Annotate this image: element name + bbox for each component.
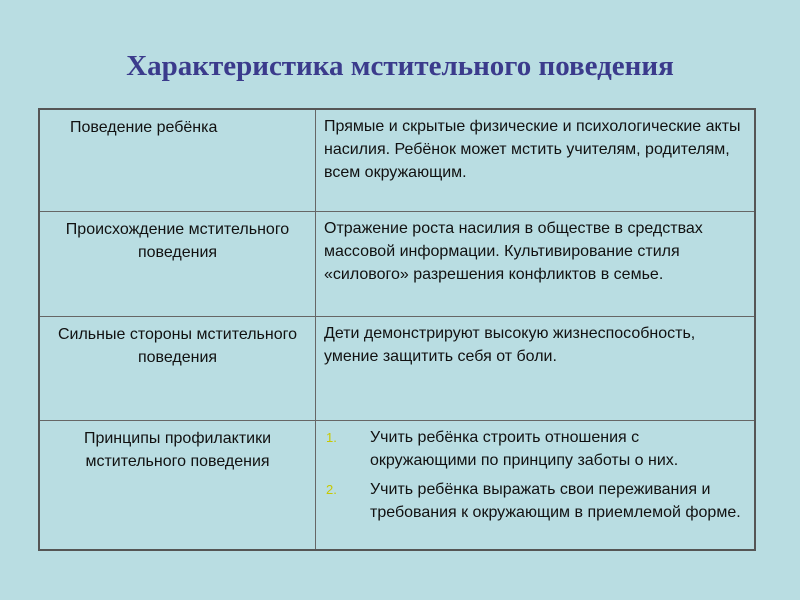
row-list-cell: [316, 420, 756, 550]
row-label: Сильные стороны мстительного поведения: [39, 316, 316, 420]
table-row: [39, 109, 755, 211]
list-item-text: Учить ребёнка выражать свои переживания и требования к окружающим в приемлемой форме.: [370, 480, 741, 521]
table-row: [39, 211, 755, 316]
row-text: Прямые и скрытые физические и психологические акты насилия. Ребёнок может мстить учителям, родителям, всем окружающим.: [316, 109, 756, 211]
table-row: [39, 420, 755, 550]
row-text: Дети демонстрируют высокую жизнеспособность, умение защитить себя от боли.: [316, 316, 756, 420]
list-item: [324, 478, 746, 524]
characteristics-table: [38, 108, 756, 551]
list-item: [324, 426, 746, 472]
row-label: Принципы профилактики мстительного поведения: [39, 420, 316, 550]
table-row: [39, 316, 755, 420]
principles-list: [324, 426, 746, 524]
list-item-text: Учить ребёнка строить отношения с окружающими по принципу заботы о них.: [370, 428, 679, 469]
row-text: Отражение роста насилия в обществе в средствах массовой информации. Культивирование стиля «силового» разрешения конфликтов в семье.: [316, 211, 756, 316]
row-label: Происхождение мстительного поведения: [39, 211, 316, 316]
row-label: Поведение ребёнка: [39, 109, 316, 211]
list-number: 1.: [326, 429, 337, 445]
list-number: 2.: [326, 481, 337, 497]
page-title: Характеристика мстительного поведения: [126, 50, 674, 82]
